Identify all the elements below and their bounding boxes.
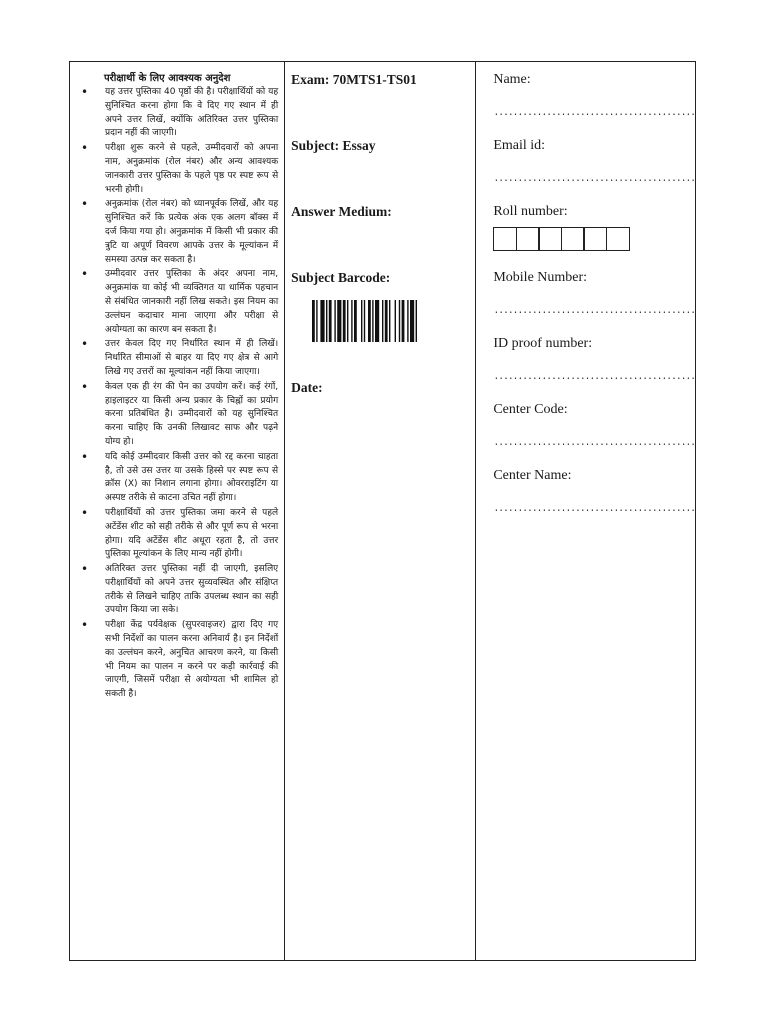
barcode-bar (407, 300, 408, 342)
roll-digit-box[interactable] (493, 227, 517, 251)
barcode-bar (402, 300, 405, 342)
answer-sheet-cover (69, 61, 696, 961)
instruction-item: • परीक्षार्थियों को उत्तर पुस्तिका जमा करने से पहले अटेंडेंस शीट को सही तरीके से और पूर्ण रूप से भरना होगा। यदि अटेंडेंस शीट अधूरा रहता है, तो उत्तर पुस्तिका मूल्यांकन के लिए मान्य नहीं होगी। (78, 507, 278, 562)
center-code-label: Center Code: (493, 402, 568, 417)
instruction-item: • उत्तर केवल दिए गए निर्धारित स्थान में ही लिखें। निर्धारित सीमाओं से बाहर या दिए गए क्षेत्र से आगे लिखे गए उत्तरों का मूल्यांकन नहीं किया जाएगा। (78, 338, 278, 379)
date-label: Date: (291, 380, 323, 395)
center-name-entry-line[interactable]: .......................................... (493, 504, 695, 515)
barcode-bar (347, 300, 348, 342)
id-proof-label: ID proof number: (493, 336, 593, 351)
name-label: Name: (493, 72, 531, 87)
barcode-bar (368, 300, 371, 342)
barcode-bar (329, 300, 332, 342)
email-field (493, 138, 695, 185)
barcode-bar (361, 300, 362, 342)
roll-digit-box[interactable] (516, 227, 540, 251)
barcode-bar (321, 300, 325, 342)
center-name-field (493, 468, 695, 515)
email-entry-line[interactable]: .......................................... (493, 174, 695, 185)
barcode-bar (351, 300, 352, 342)
barcode-bar (312, 300, 315, 342)
exam-code: Exam: 70MTS1-TS01 (291, 72, 417, 87)
barcode-bar (395, 300, 396, 342)
answer-medium-label: Answer Medium: (291, 204, 392, 219)
roll-digit-box[interactable] (583, 227, 607, 251)
instruction-item: • अनुक्रमांक (रोल नंबर) को ध्यानपूर्वक लिखें, और यह सुनिश्चित करें कि प्रत्येक अंक एक अलग बॉक्स में दर्ज किया गया हो। अनुक्रमांक में किसी भी प्रकार की त्रुटि या अपूर्ण विवरण आपके उत्तर के मूल्यांकन में समस्या उत्पन्न कर सकता है। (78, 198, 278, 267)
barcode-bar (343, 300, 346, 342)
barcode-bar (364, 300, 365, 342)
instruction-item: • परीक्षा केंद्र पर्यवेक्षक (सुपरवाइजर) द्वारा दिए गए सभी निर्देशों का पालन करना अनिवार्य है। इन निर्देशों का उल्लंघन करने, अनुचित आचरण करने, या किसी भी नियम का पालन न करने पर कड़ी कार्रवाई की जाएगी, जिसमें परीक्षा से अयोग्यता भी शामिल हो सकती है। (78, 619, 278, 702)
barcode-bar (326, 300, 327, 342)
name-field (493, 72, 695, 119)
barcode-bar (389, 300, 390, 342)
instruction-item: • केवल एक ही रंग की पेन का उपयोग करें। कई रंगों, हाइलाइटर या किसी अन्य प्रकार के चिह्नों का प्रयोग करना प्रतिबंधित है। उम्मीदवारों को यह सुनिश्चित करना चाहिए कि उनकी लिखावट साफ और पढ़ने योग्य हो। (78, 381, 278, 450)
barcode-bar (316, 300, 317, 342)
barcode-bar (375, 300, 379, 342)
roll-number-label: Roll number: (493, 204, 568, 219)
instruction-item: • उम्मीदवार उत्तर पुस्तिका के अंदर अपना नाम, अनुक्रमांक या कोई भी व्यक्तिगत या धार्मिक पहचान से संबंधित जानकारी नहीं लिख सकते। इस नियम का उल्लंघन कदाचार माना जाएगा और परीक्षा से अयोग्यता का कारण बन सकता है। (78, 268, 278, 337)
center-name-label: Center Name: (493, 468, 572, 483)
candidate-details-column (476, 62, 695, 960)
id-proof-field (493, 336, 695, 383)
subject-barcode (312, 300, 475, 342)
center-code-field (493, 402, 695, 449)
instruction-item: • परीक्षा शुरू करने से पहले, उम्मीदवारों को अपना नाम, अनुक्रमांक (रोल नंबर) और अन्य आवश्यक जानकारी उत्तर पुस्तिका के पहले पृष्ठ पर स्पष्ट रूप से भरनी होगी। (78, 142, 278, 197)
barcode-bar (416, 300, 417, 342)
roll-digit-box[interactable] (606, 227, 630, 251)
instruction-item: • यदि कोई उम्मीदवार किसी उत्तर को रद्द करना चाहता है, तो उसे उस उत्तर या उसके हिस्से पर स्पष्ट रूप से क्रॉस (X) का निशान लगाना होगा। ओवरराइटिंग या अस्पष्ट तरीके से काटना उचित नहीं होगा। (78, 451, 278, 506)
instructions-list (78, 86, 278, 702)
mobile-field (493, 270, 695, 317)
barcode-bar (410, 300, 414, 342)
barcode-bar (354, 300, 357, 342)
mobile-entry-line[interactable]: .......................................... (493, 306, 695, 317)
barcode-bar (372, 300, 373, 342)
subject-barcode-label: Subject Barcode: (291, 270, 391, 285)
instruction-item: • अतिरिक्त उत्तर पुस्तिका नहीं दी जाएगी, इसलिए परीक्षार्थियों को अपने उत्तर सुव्यवस्थित और संक्षिप्त तरीके से लिखने चाहिए ताकि उपलब्ध स्थान का सही उपयोग किया जा सके। (78, 563, 278, 618)
mobile-label: Mobile Number: (493, 270, 588, 285)
exam-details-column (285, 62, 476, 960)
barcode-graphic (312, 300, 452, 342)
barcode-bar (382, 300, 383, 342)
barcode-bar (385, 300, 388, 342)
subject-label: Subject: Essay (291, 138, 376, 153)
name-entry-line[interactable]: .......................................... (493, 108, 695, 119)
center-code-entry-line[interactable]: .......................................... (493, 438, 695, 449)
barcode-bar (399, 300, 400, 342)
id-proof-entry-line[interactable]: .......................................... (493, 372, 695, 383)
barcode-bar (337, 300, 341, 342)
email-label: Email id: (493, 138, 546, 153)
roll-number-boxes (493, 227, 695, 251)
barcode-bar (335, 300, 336, 342)
instructions-column (70, 62, 285, 960)
roll-digit-box[interactable] (538, 227, 562, 251)
roll-digit-box[interactable] (561, 227, 585, 251)
roll-number-field (493, 204, 695, 251)
instructions-title: परीक्षार्थी के लिए आवश्यक अनुदेश (104, 73, 231, 84)
instruction-item: • यह उत्तर पुस्तिका 40 पृष्ठों की है। परीक्षार्थियों को यह सुनिश्चित करना होगा कि वे दिए गए स्थान में ही अपने उत्तर लिखें, क्योंकि अतिरिक्त उत्तर पुस्तिका प्रदान नहीं की जाएगी। (78, 86, 278, 141)
